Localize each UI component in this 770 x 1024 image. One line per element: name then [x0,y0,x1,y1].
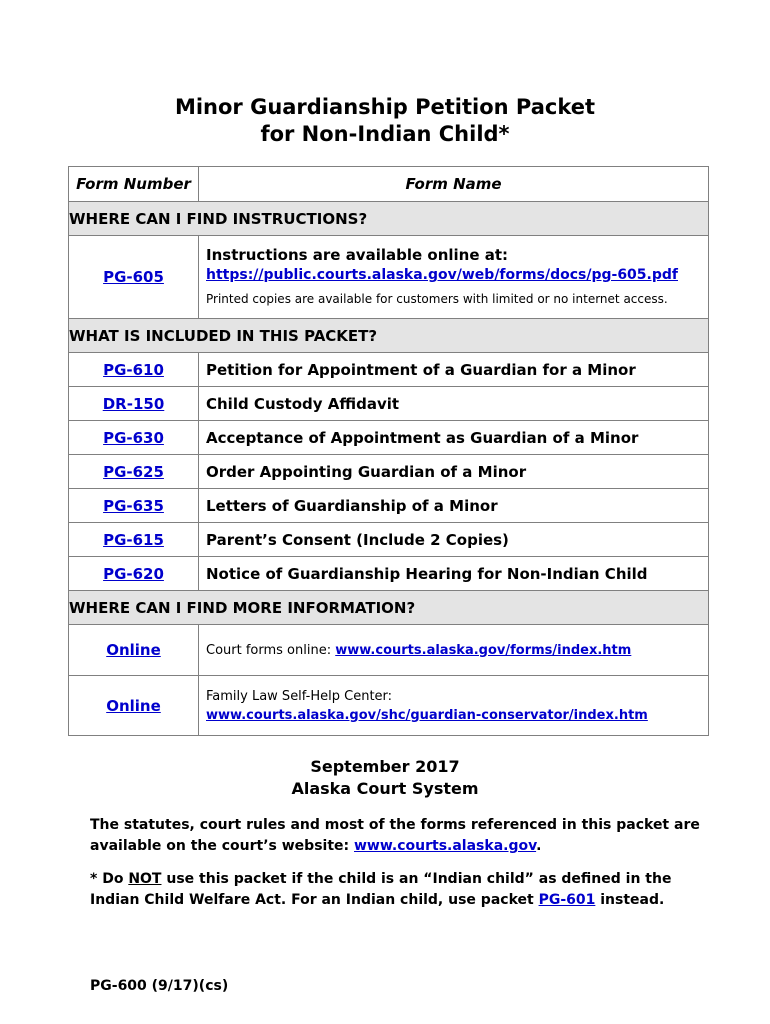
online-link[interactable]: Online [106,641,161,659]
instructions-row [69,236,709,319]
form-link[interactable]: PG-610 [103,360,164,379]
note-not-emphasis: NOT [128,871,162,887]
column-header-form-name: Form Name [199,167,709,202]
note-prefix: * Do [90,871,124,887]
footer-date: September 2017 [310,757,460,776]
form-name: Notice of Guardianship Hearing for Non-Indian Child [199,557,709,591]
table-row [69,353,709,387]
form-link-pg-605[interactable]: PG-605 [103,268,164,286]
self-help-url-link[interactable]: www.courts.alaska.gov/shc/guardian-conservator/index.htm [206,707,648,723]
website-note-text: The statutes, court rules and most of the forms referenced in this packet are available on the court’s website: [90,817,700,854]
court-forms-url-link[interactable]: www.courts.alaska.gov/forms/index.htm [335,642,632,658]
court-website-link[interactable]: www.courts.alaska.gov [354,838,537,854]
note-body: use this packet if the child is an “Indian child” as defined in the Indian Child Welfare Act. For an Indian child, use packet [90,871,672,908]
instructions-text: Instructions are available online at: [206,246,509,264]
title-line-1: Minor Guardianship Petition Packet [174,95,596,119]
form-link-pg-601[interactable]: PG-601 [538,892,596,908]
table-row [69,421,709,455]
form-name: Child Custody Affidavit [199,387,709,421]
form-name: Order Appointing Guardian of a Minor [199,455,709,489]
form-name: Parent’s Consent (Include 2 Copies) [199,523,709,557]
form-link[interactable]: PG-615 [103,530,164,549]
section-heading: WHERE CAN I FIND MORE INFORMATION? [69,591,709,625]
footer-org: Alaska Court System [291,779,479,798]
table-row [69,557,709,591]
printed-copies-note: Printed copies are available for customers with limited or no internet access. [206,292,668,306]
form-number-footer: PG-600 (9/17)(cs) [90,978,229,994]
period: . [536,838,542,854]
table-row [69,455,709,489]
column-header-form-number: Form Number [69,167,199,202]
online-link[interactable]: Online [106,696,161,715]
table-row [69,489,709,523]
form-name: Petition for Appointment of a Guardian for a Minor [199,353,709,387]
info-label: Family Law Self-Help Center: [206,688,393,704]
table-row [69,523,709,557]
note-suffix: instead. [600,892,665,908]
form-name: Letters of Guardianship of a Minor [199,489,709,523]
section-heading: WHAT IS INCLUDED IN THIS PACKET? [69,319,709,353]
page-title [0,94,770,148]
form-link[interactable]: DR-150 [102,394,165,413]
form-link[interactable]: PG-620 [103,564,164,583]
instructions-url-link[interactable]: https://public.courts.alaska.gov/web/forms/docs/pg-605.pdf [206,267,678,283]
section-row-more-info [69,591,709,625]
section-row-instructions [69,202,709,236]
table-row [69,387,709,421]
title-line-2: for Non-Indian Child* [260,122,510,146]
website-note [90,815,710,857]
packet-table [68,166,709,736]
table-header-row [69,167,709,202]
indian-child-note [90,869,710,911]
form-name: Acceptance of Appointment as Guardian of a Minor [199,421,709,455]
form-link[interactable]: PG-625 [103,462,164,481]
form-link[interactable]: PG-630 [103,428,164,447]
footer-date-block [0,756,770,800]
info-row-court-forms [69,625,709,676]
info-row-self-help [69,676,709,736]
section-row-included [69,319,709,353]
info-label: Court forms online: [206,642,332,658]
section-heading: WHERE CAN I FIND INSTRUCTIONS? [69,202,709,236]
form-link[interactable]: PG-635 [103,496,164,515]
